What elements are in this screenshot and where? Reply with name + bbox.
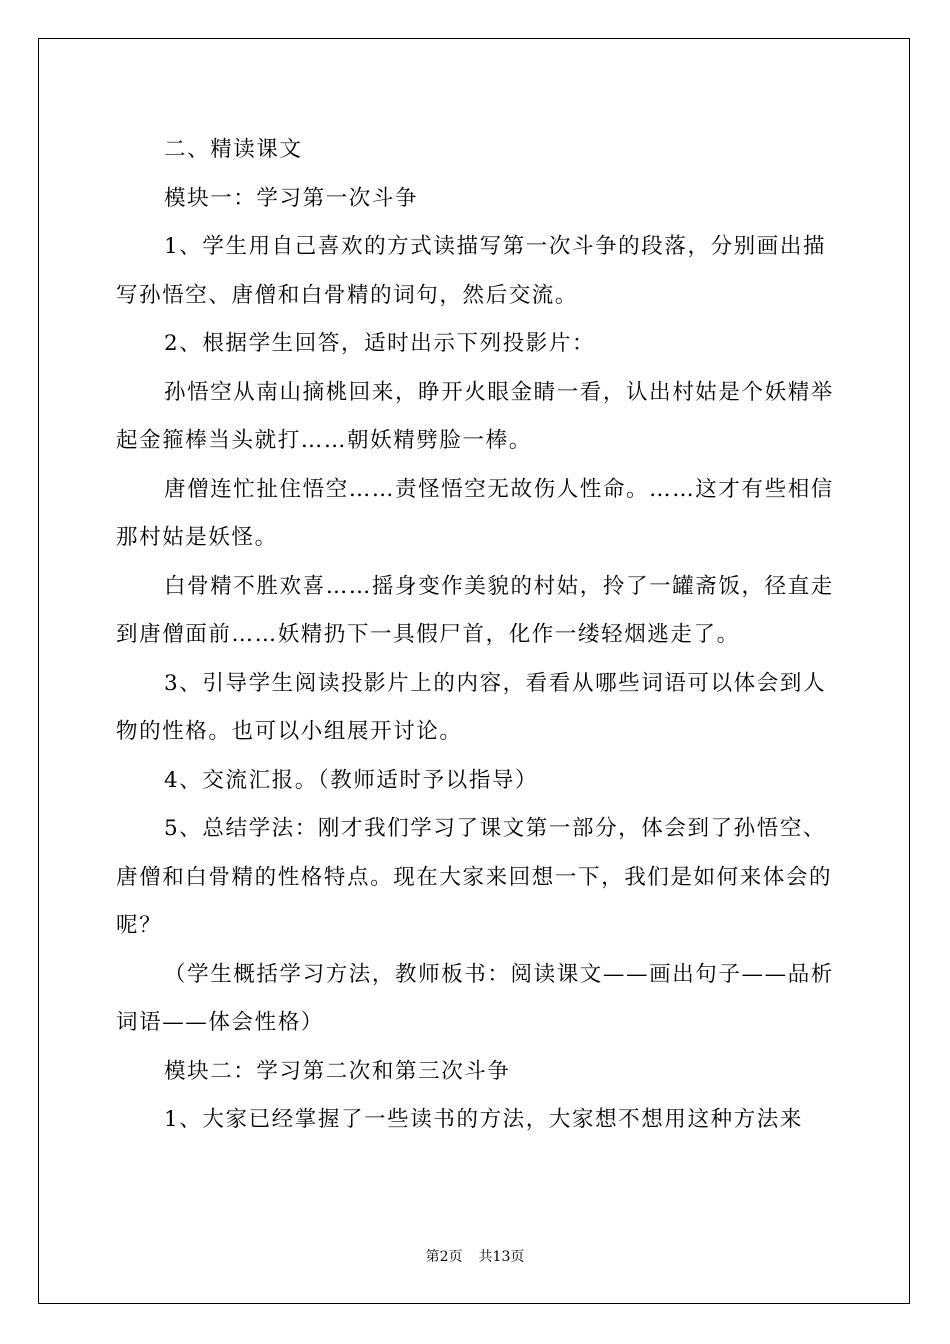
page-total: 共13页	[478, 1249, 525, 1265]
paragraph: 1、学生用自己喜欢的方式读描写第一次斗争的段落，分别画出描写孙悟空、唐僧和白骨精的词句，然后交流。	[116, 234, 827, 308]
paragraph: （学生概括学习方法，教师板书：阅读课文——画出句子——品析词语——体会性格）	[116, 961, 834, 1035]
quote-paragraph: 白骨精不胜欢喜……摇身变作美貌的村姑，拎了一罐斋饭，径直走到唐僧面前……妖精扔下一具假尸首，化作一缕轻烟逃走了。	[116, 573, 834, 647]
quote-paragraph: 唐僧连忙扯住悟空……责怪悟空无故伤人性命。……这才有些相信那村姑是妖怪。	[116, 476, 834, 550]
paragraph: 3、引导学生阅读投影片上的内容，看看从哪些词语可以体会到人物的性格。也可以小组展开讨论。	[116, 670, 827, 744]
module-heading: 模块二：学习第二次和第三次斗争	[164, 1058, 511, 1084]
paragraph: 4、交流汇报。（教师适时予以指导）	[164, 767, 539, 793]
quote-paragraph: 孙悟空从南山摘桃回来，睁开火眼金睛一看，认出村姑是个妖精举起金箍棒当头就打……朝妖精劈脸一棒。	[116, 379, 834, 453]
page-number: 第2页	[425, 1249, 463, 1265]
module-heading: 模块一：学习第一次斗争	[164, 185, 419, 211]
document-body	[116, 126, 836, 1145]
section-heading: 二、精读课文	[164, 137, 303, 162]
paragraph: 1、大家已经掌握了一些读书的方法，大家想不想用这种方法来	[164, 1107, 803, 1132]
paragraph: 2、根据学生回答，适时出示下列投影片：	[164, 331, 596, 356]
paragraph: 5、总结学法：刚才我们学习了课文第一部分，体会到了孙悟空、唐僧和白骨精的性格特点。现在大家来回想一下，我们是如何来体会的呢？	[116, 816, 833, 938]
page-footer	[0, 1246, 950, 1266]
